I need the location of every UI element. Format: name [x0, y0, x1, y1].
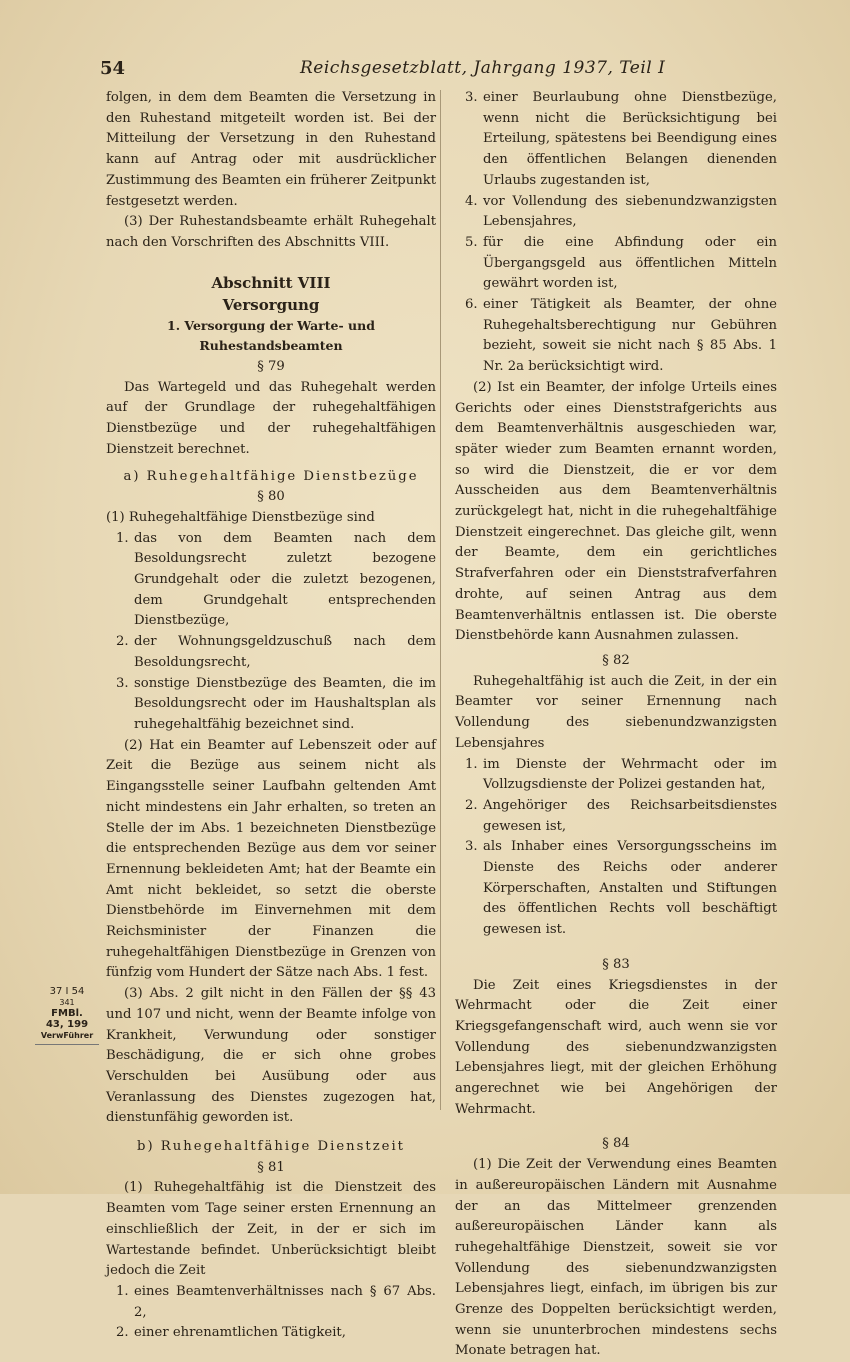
list-item — [106, 632, 436, 673]
margin-note-line: 341 — [59, 998, 75, 1007]
subsection-heading: a) Ruhegehaltfähige Dienstbezüge — [123, 468, 419, 484]
list-item-text: Angehöriger des Reichsarbeitsdienstes gewesen ist, — [483, 797, 777, 834]
page-number: 54 — [100, 58, 126, 79]
paragraph: (2) Hat ein Beamter auf Lebenszeit oder auf Zeit die Bezüge aus seinem nicht als Eingangsstelle seiner Laufbahn geltenden Amt nicht mindestens ein Jahr erhalten, so treten an Stelle der im Abs. 1 bezeichneten Dienstbezüge die entsprechenden Bezüge aus dem vor seiner Ernennung bekleideten Amt; hat der Beamte ein Amt nicht bekleidet, so setzt die oberste Dienstbehörde im Einvernehmen mit dem Reichsminister der Finanzen die ruhegehaltfähigen Dienstbezüge in Grenzen von fünfzig vom Hundert der Sätze nach Abs. 1 fest. — [106, 737, 436, 981]
list-item-number: 4. — [465, 193, 478, 209]
paragraph: (3) Abs. 2 gilt nicht in den Fällen der §§ 43 und 107 und nicht, wenn der Beamte infolge von Krankheit, Verwundung oder sonstiger Beschädigung, die er sich ohne grobes Verschulden bei Ausübung oder aus Veranlassung des Dienstes zugezogen hat, dienstunfähig geworden ist. — [106, 986, 436, 1126]
paragraph: Das Wartegeld und das Ruhegehalt werden auf der Grundlage der ruhegehaltfähigen Dienstbezüge und der ruhegehaltfähigen Dienstzeit berechnet. — [106, 379, 436, 457]
paragraph: Die Zeit eines Kriegsdienstes in der Wehrmacht oder die Zeit einer Kriegsgefangenschaft wird, auch wenn sie vor Vollendung des siebenundzwanzigsten Lebensjahres liegt, mit der gleichen Erhöhung angerechnet wie bei Angehörigen der Wehrmacht. — [455, 977, 777, 1117]
paragraph-sign: § 80 — [257, 489, 285, 505]
list-item — [455, 295, 777, 378]
list-item — [455, 88, 777, 192]
list-item — [455, 233, 777, 295]
paragraph: folgen, in dem dem Beamten die Versetzung in den Ruhestand mitgeteilt worden ist. Bei der Mitteilung der Versetzung in den Ruhestand kann auf Antrag oder mit ausdrücklicher Zustimmung des Beamten ein früherer Zeitpunkt festgesetzt werden. — [106, 90, 436, 209]
item-list — [106, 529, 436, 736]
right-column — [455, 88, 777, 1362]
margin-rule — [35, 1044, 99, 1045]
list-item — [455, 192, 777, 233]
subsection-heading: b) Ruhegehaltfähige Dienstzeit — [137, 1139, 405, 1155]
paragraph: (3) Der Ruhestandsbeamte erhält Ruhegehalt nach den Vorschriften des Abschnitts VIII. — [106, 214, 436, 250]
paragraph-sign: § 82 — [602, 652, 630, 668]
list-item-text: der Wohnungsgeldzuschuß nach dem Besoldungsrecht, — [134, 634, 436, 670]
column-divider — [440, 90, 441, 1110]
list-item — [106, 1323, 436, 1344]
paragraph-sign: § 81 — [257, 1159, 285, 1175]
list-item — [106, 529, 436, 633]
list-item-number: 6. — [465, 297, 478, 313]
list-item-text: für die eine Abfindung oder ein Übergangsgeld aus öffentlichen Mitteln gewährt worden ist, — [483, 234, 777, 292]
margin-note-line: FMBl. — [51, 1008, 83, 1019]
list-item-text: einer Tätigkeit als Beamter, der ohne Ruhegehaltsberechtigung nur Gebühren bezieht, soweit sie nicht nach § 85 Abs. 1 Nr. 2a berücksichtigt wird. — [483, 297, 777, 375]
margin-note-line: 37 I 54 — [49, 986, 85, 997]
item-list — [455, 755, 777, 941]
list-item-number: 1. — [116, 530, 129, 546]
list-item — [455, 837, 777, 941]
margin-annotation — [34, 986, 100, 1045]
list-item-text: einer ehrenamtlichen Tätigkeit, — [134, 1325, 346, 1341]
list-item-text: als Inhaber eines Versorgungsscheins im Dienste des Reichs oder anderer Körperschaften, Anstalten und Stiftungen des öffentlichen Rechts voll beschäftigt gewesen ist. — [483, 839, 777, 938]
list-item-number: 2. — [116, 1325, 129, 1341]
list-item-number: 1. — [116, 1283, 129, 1299]
list-item-text: im Dienste der Wehrmacht oder im Vollzugsdienste der Polizei gestanden hat, — [483, 756, 777, 793]
item-list — [455, 88, 777, 378]
left-column — [106, 88, 436, 1344]
list-item-text: das von dem Beamten nach dem Besoldungsrecht zuletzt bezogene Grundgehalt oder die zuletzt bezogenen, dem Grundgehalt entsprechenden Dienstbezüge, — [134, 530, 436, 629]
item-list — [106, 1282, 436, 1344]
list-item-number: 3. — [116, 675, 129, 691]
list-item — [455, 755, 777, 796]
list-item-number: 3. — [465, 90, 478, 105]
list-item — [106, 674, 436, 736]
list-item — [455, 796, 777, 837]
paragraph: (1) Ruhegehaltfähige Dienstbezüge sind — [106, 509, 375, 525]
paragraph: (2) Ist ein Beamter, der infolge Urteils eines Gerichts oder eines Dienststrafgerichts aus dem Beamtenverhältnis ausgeschieden war, später wieder zum Beamten ernannt worden, so wird die Dienstzeit, die er vor dem Ausscheiden aus dem Beamtenverhältnis zurückgelegt hat, nicht in die ruhegehaltfähige Dienstzeit eingerechnet. Das gleiche gilt, wenn der Beamte, dem ein gerichtliches Strafverfahren oder ein Dienststrafverfahren drohte, auf seinen Antrag aus dem Beamtenverhältnis entlassen ist. Die oberste Dienstbehörde kann Ausnahmen zulassen. — [455, 379, 777, 644]
list-item-number: 5. — [465, 234, 478, 250]
list-item-number: 3. — [465, 839, 478, 855]
list-item-number: 2. — [465, 797, 478, 813]
list-item — [106, 1282, 436, 1323]
section-heading: Abschnitt VIII — [211, 273, 331, 292]
list-item-text: einer Beurlaubung ohne Dienstbezüge, wenn nicht die Berücksichtigung bei Erteilung, spätestens bei Beendigung eines den öffentlichen Belangen dienenden Urlaubs zugestanden ist, — [483, 90, 777, 188]
list-item-number: 1. — [465, 756, 478, 772]
margin-note-line: VerwFührer — [40, 1031, 94, 1040]
paragraph: Ruhegehaltfähig ist auch die Zeit, in der ein Beamter vor seiner Ernennung nach Vollendung des siebenundzwanzigsten Lebensjahres — [455, 673, 777, 751]
paragraph-sign: § 84 — [602, 1136, 630, 1152]
list-item-text: sonstige Dienstbezüge des Beamten, die im Besoldungsrecht oder im Haushaltsplan als ruhegehaltfähig bezeichnet sind. — [134, 675, 436, 732]
list-item-text: eines Beamtenverhältnisses nach § 67 Abs. 2, — [134, 1283, 436, 1320]
page-header — [100, 58, 780, 82]
paragraph: (1) Die Zeit der Verwendung eines Beamten in außereuropäischen Ländern mit Ausnahme der an das Mittelmeer grenzenden außereuropäischen Länder kann als ruhegehaltfähige Dienstzeit, soweit sie vor Vollendung des siebenundzwanzigsten Lebensjahres liegt, einfach, im übrigen bis zur Grenze des Doppelten berücksichtigt werden, wenn sie ununterbrochen mindestens sechs Monate betragen hat. — [455, 1157, 777, 1359]
paragraph: (1) Ruhegehaltfähig ist die Dienstzeit des Beamten vom Tage seiner ersten Ernennung an einschließlich der Zeit, in der er sich im Wartestande befindet. Unberücksichtigt bleibt jedoch die Zeit — [106, 1180, 436, 1279]
section-subheading: Versorgung — [222, 295, 320, 314]
running-title: Reichsgesetzblatt, Jahrgang 1937, Teil I — [300, 58, 666, 78]
margin-note-line: 43, 199 — [45, 1019, 89, 1030]
list-item-text: vor Vollendung des siebenundzwanzigsten Lebensjahres, — [483, 193, 777, 230]
subsection-heading: 1. Versorgung der Warte- und Ruhestandsbeamten — [167, 317, 375, 354]
paragraph-sign: § 79 — [257, 359, 285, 375]
paragraph-sign: § 83 — [602, 956, 630, 972]
list-item-number: 2. — [116, 634, 129, 650]
